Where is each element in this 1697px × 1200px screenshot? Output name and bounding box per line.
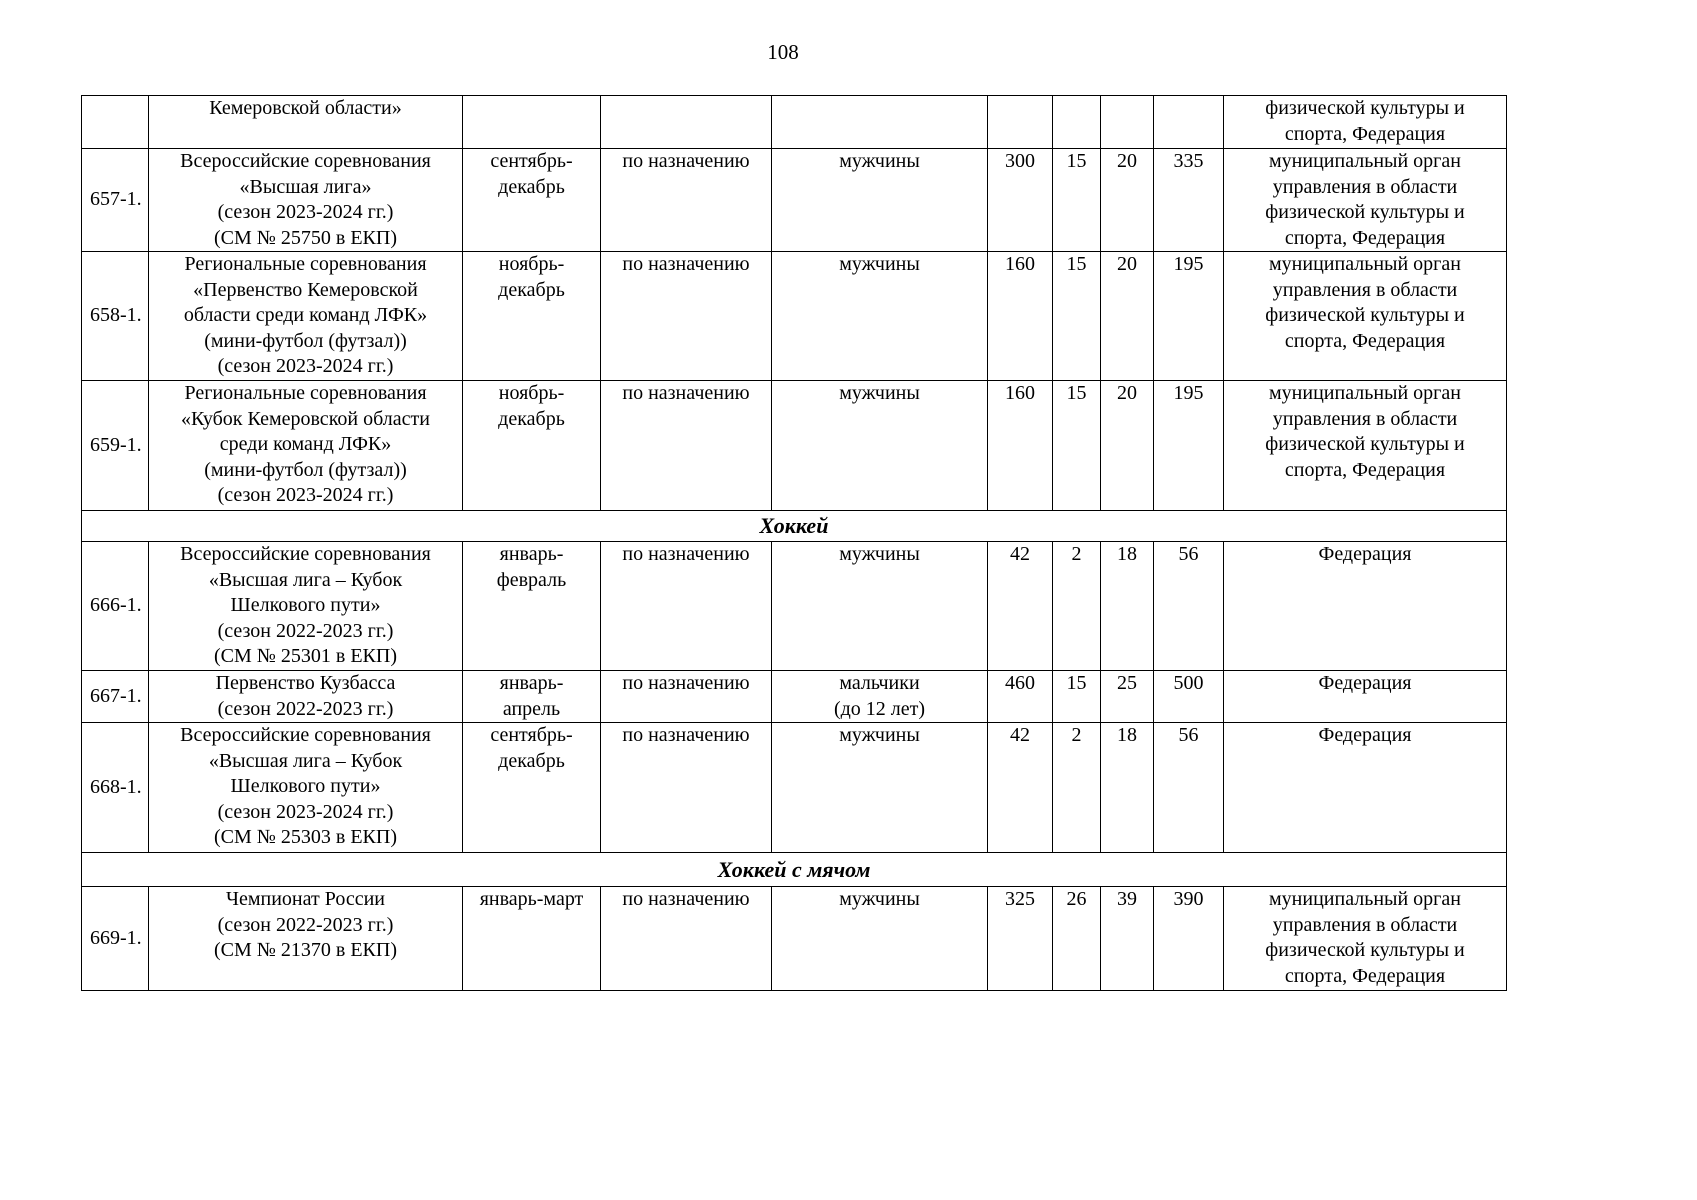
event-dates: январь- апрель [463,671,601,723]
section-title: Хоккей [82,511,1507,542]
row-number: 658-1. [82,252,149,381]
event-organizer: Федерация [1224,542,1507,671]
count-total: 195 [1154,381,1224,511]
event-participants: мужчины [772,723,988,853]
count-judges: 39 [1101,887,1154,991]
section-header-row [82,511,1507,542]
event-participants: мужчины [772,149,988,252]
row-number: 659-1. [82,381,149,511]
event-place: по назначению [601,671,772,723]
event-name: Чемпионат России (сезон 2022-2023 гг.) (СМ № 21370 в ЕКП) [149,887,463,991]
event-dates: ноябрь- декабрь [463,381,601,511]
count-judges: 25 [1101,671,1154,723]
events-table [81,95,1507,991]
count-athletes: 160 [988,252,1053,381]
event-name: Первенство Кузбасса (сезон 2022-2023 гг.) [149,671,463,723]
event-organizer: муниципальный орган управления в области физической культуры и спорта, Федерация [1224,887,1507,991]
count-total: 335 [1154,149,1224,252]
count-total: 390 [1154,887,1224,991]
count-judges: 18 [1101,542,1154,671]
count-athletes: 42 [988,542,1053,671]
table-row [82,887,1507,991]
count-coaches [1053,96,1101,149]
event-name: Региональные соревнования «Кубок Кемеровской области среди команд ЛФК» (мини-футбол (футзал)) (сезон 2023-2024 гг.) [149,381,463,511]
count-total: 195 [1154,252,1224,381]
event-name: Кемеровской области» [149,96,463,149]
event-participants: мужчины [772,542,988,671]
row-number: 669-1. [82,887,149,991]
section-title: Хоккей с мячом [82,853,1507,887]
row-number: 666-1. [82,542,149,671]
count-judges: 20 [1101,149,1154,252]
event-participants: мужчины [772,381,988,511]
table-row [82,381,1507,511]
event-dates: сентябрь- декабрь [463,149,601,252]
row-number [82,96,149,149]
table-row [82,96,1507,149]
event-organizer: Федерация [1224,723,1507,853]
event-dates [463,96,601,149]
event-organizer: муниципальный орган управления в области физической культуры и спорта, Федерация [1224,252,1507,381]
event-name: Всероссийские соревнования «Высшая лига» (сезон 2023-2024 гг.) (СМ № 25750 в ЕКП) [149,149,463,252]
event-place: по назначению [601,252,772,381]
event-name: Всероссийские соревнования «Высшая лига – Кубок Шелкового пути» (сезон 2023-2024 гг.) (СМ № 25303 в ЕКП) [149,723,463,853]
event-dates: январь- февраль [463,542,601,671]
event-organizer: Федерация [1224,671,1507,723]
event-participants: мальчики (до 12 лет) [772,671,988,723]
event-place: по назначению [601,542,772,671]
event-place: по назначению [601,381,772,511]
event-organizer: муниципальный орган управления в области физической культуры и спорта, Федерация [1224,381,1507,511]
count-coaches: 15 [1053,252,1101,381]
event-dates: январь-март [463,887,601,991]
count-judges: 18 [1101,723,1154,853]
page-number: 108 [767,40,799,64]
count-judges: 20 [1101,381,1154,511]
count-athletes: 160 [988,381,1053,511]
event-dates: сентябрь- декабрь [463,723,601,853]
count-coaches: 26 [1053,887,1101,991]
table-row [82,723,1507,853]
count-coaches: 2 [1053,542,1101,671]
event-name: Региональные соревнования «Первенство Кемеровской области среди команд ЛФК» (мини-футбол (футзал)) (сезон 2023-2024 гг.) [149,252,463,381]
event-place: по назначению [601,887,772,991]
row-number: 668-1. [82,723,149,853]
table-row [82,252,1507,381]
section-header-row [82,853,1507,887]
table-row [82,671,1507,723]
count-total: 56 [1154,542,1224,671]
count-athletes: 460 [988,671,1053,723]
count-total: 56 [1154,723,1224,853]
count-coaches: 2 [1053,723,1101,853]
table-row [82,149,1507,252]
row-number: 657-1. [82,149,149,252]
table-row [82,542,1507,671]
count-athletes: 300 [988,149,1053,252]
event-organizer: муниципальный орган управления в области физической культуры и спорта, Федерация [1224,149,1507,252]
event-participants [772,96,988,149]
event-name: Всероссийские соревнования «Высшая лига – Кубок Шелкового пути» (сезон 2022-2023 гг.) (СМ № 25301 в ЕКП) [149,542,463,671]
count-judges: 20 [1101,252,1154,381]
count-athletes [988,96,1053,149]
event-participants: мужчины [772,252,988,381]
count-athletes: 42 [988,723,1053,853]
event-place: по назначению [601,149,772,252]
count-total: 500 [1154,671,1224,723]
row-number: 667-1. [82,671,149,723]
count-coaches: 15 [1053,671,1101,723]
count-coaches: 15 [1053,381,1101,511]
event-place [601,96,772,149]
event-place: по назначению [601,723,772,853]
event-dates: ноябрь- декабрь [463,252,601,381]
count-athletes: 325 [988,887,1053,991]
count-judges [1101,96,1154,149]
event-participants: мужчины [772,887,988,991]
count-coaches: 15 [1053,149,1101,252]
event-organizer: физической культуры и спорта, Федерация [1224,96,1507,149]
count-total [1154,96,1224,149]
